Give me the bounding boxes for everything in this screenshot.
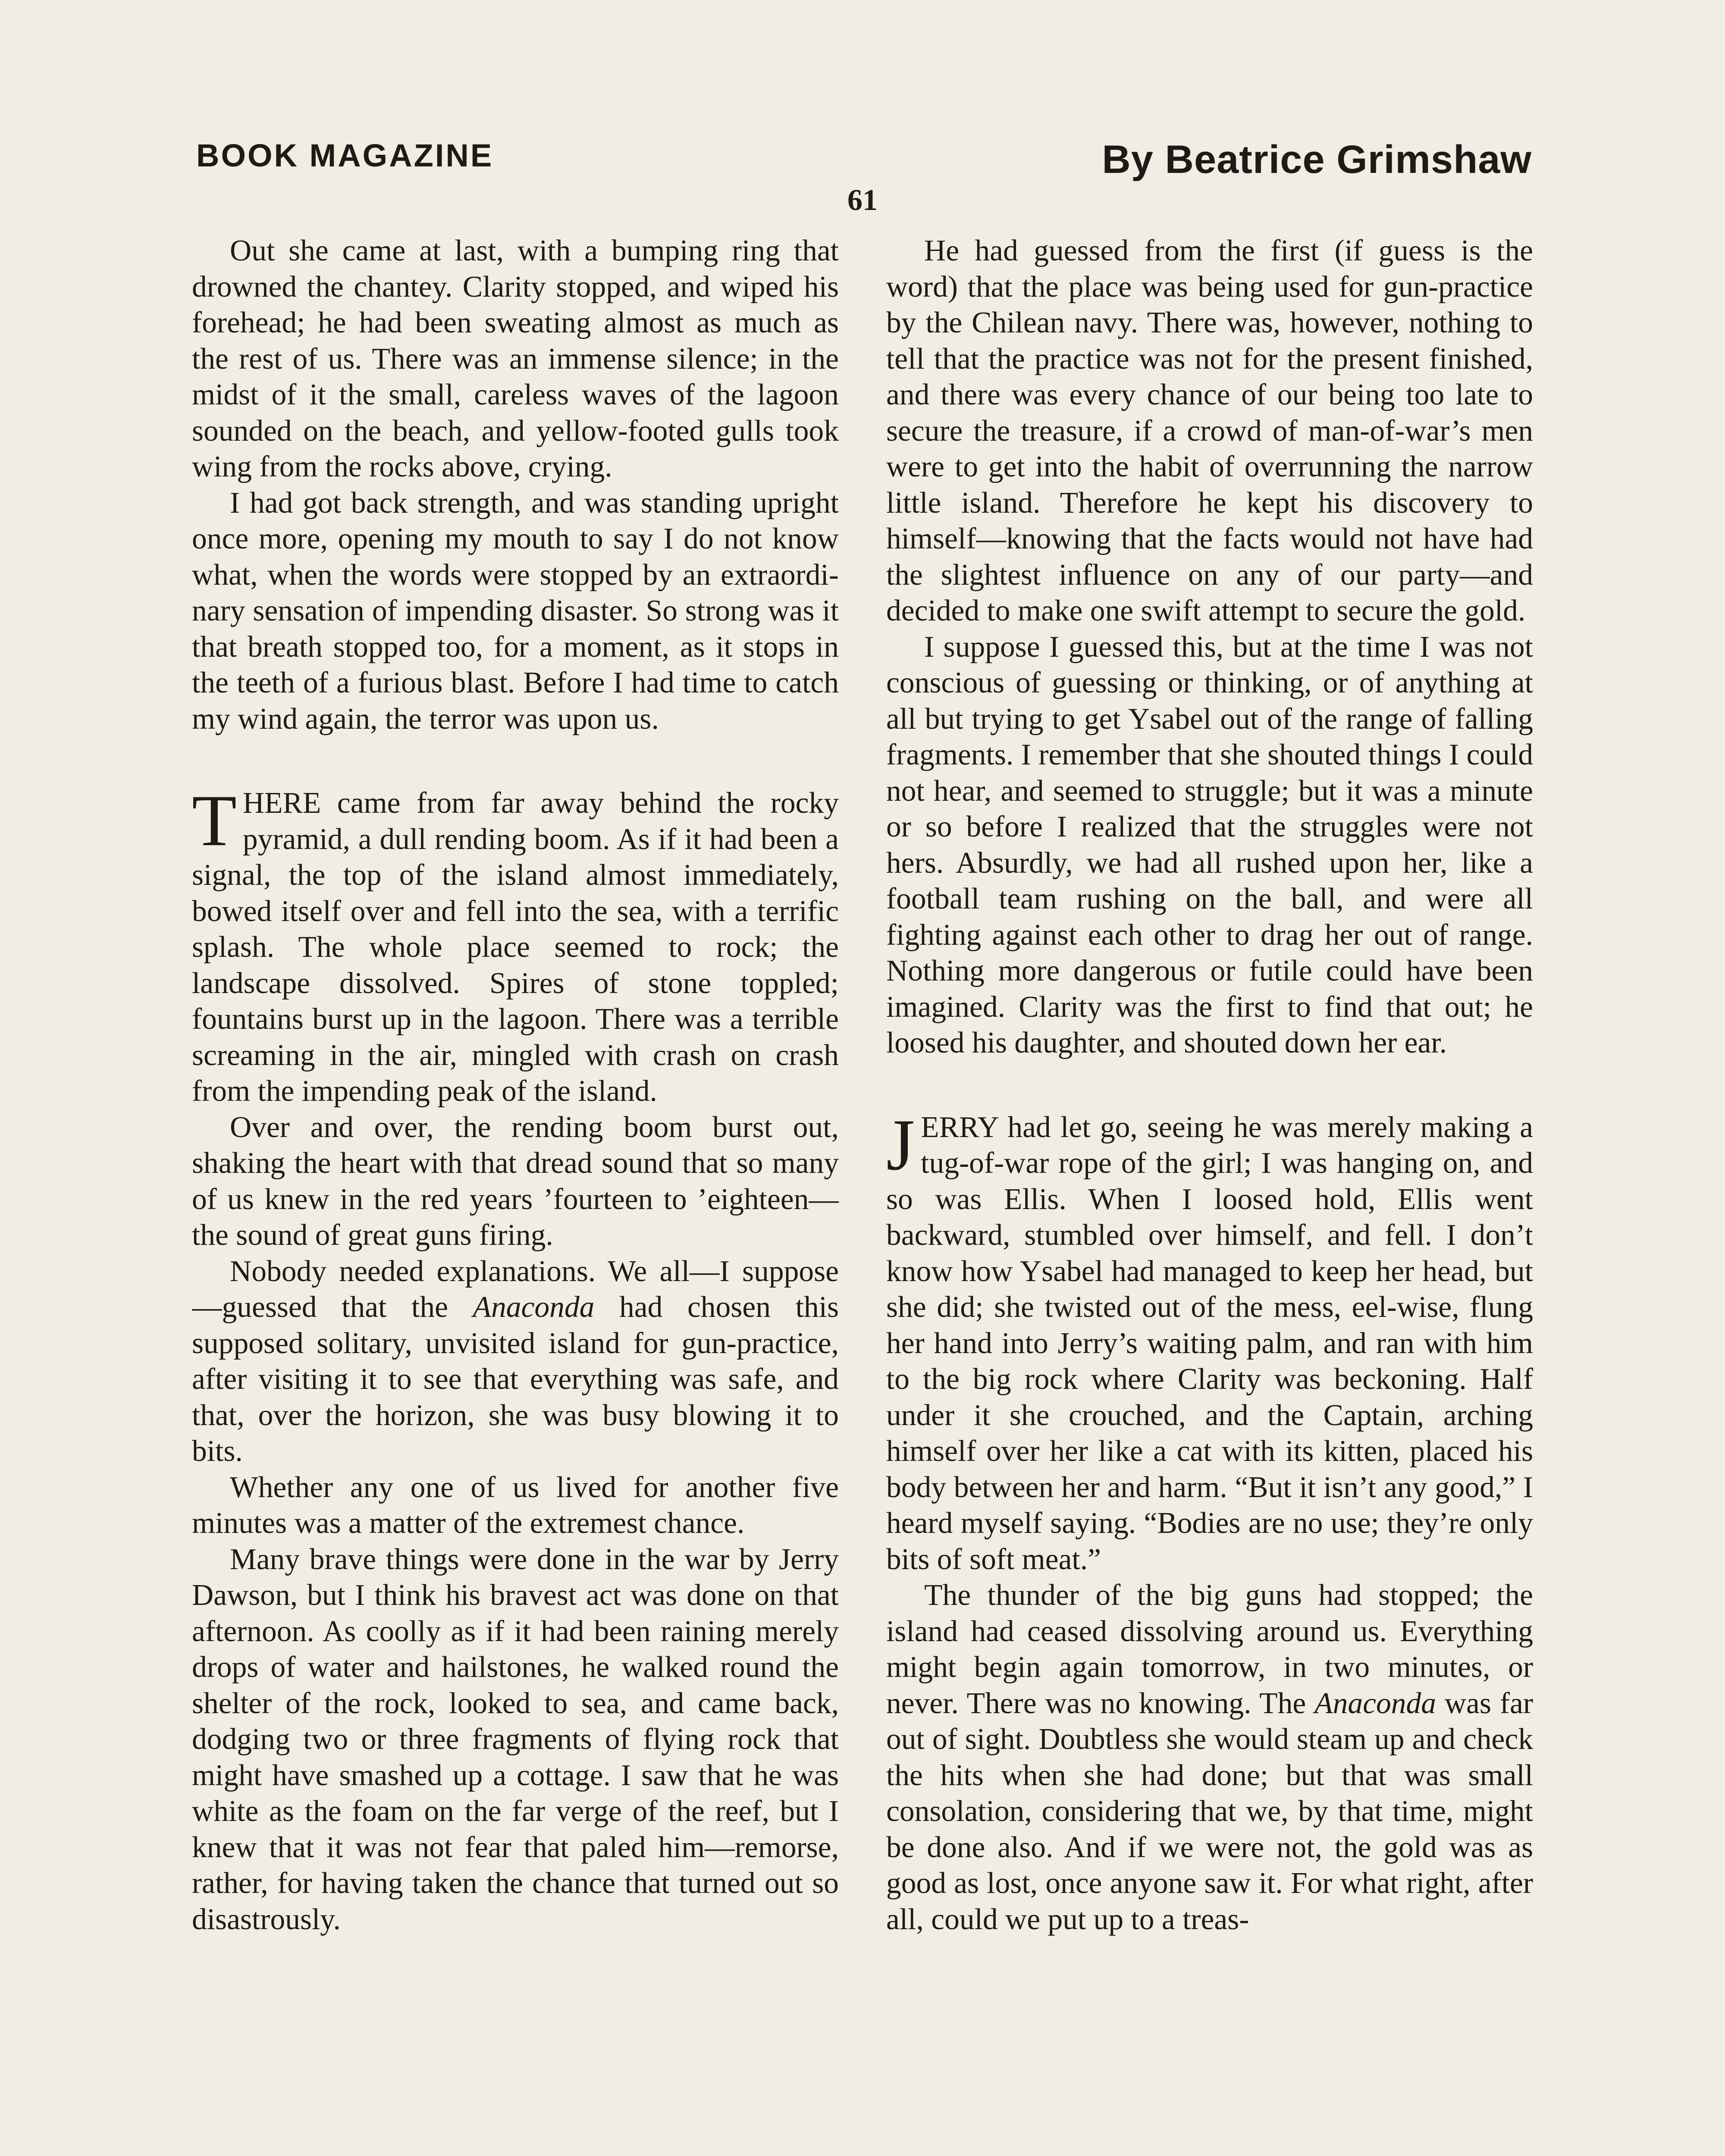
paragraph-text: was far out of sight. Doubtless she would steam up and check the hits when she had done; but that was small consolation, considering that we, by that time, might be done also. And if we were not, the gold was as good as lost, once anyone saw it. For what right, after all, could we put up to a treas- [886, 1686, 1533, 1936]
paragraph-text: had chosen this supposed solitary, unvisited island for gun-practice, after visiting it to see that everything was safe, and that, over the horizon, she was busy blowing it to bits. [192, 1291, 839, 1468]
section-paragraph [886, 1104, 1533, 1578]
paragraph: Over and over, the rending boom burst out, shaking the heart with that dread sound that so many of us knew in the red years ’fourteen to ’eighteen—the sound of great guns firing. [192, 1110, 839, 1252]
right-column [886, 233, 1533, 2156]
drop-cap: J [886, 1104, 915, 1185]
paragraph: Many brave things were done in the war by Jerry Dawson, but I think his bravest act was done on that afternoon. As coolly as if it had been raining merely drops of water and hailstones, he walked round the shelter of the rock, looked to sea, and came back, dodging two or three fragments of flying rock that might have smashed up a cottage. I saw that he was white as the foam on the far verge of the reef, but I knew that it was not fear that paled him—remorse, rather, for having taken the chance that turned out so disastrously. [192, 1542, 839, 1936]
small-caps-lead: HERE [242, 787, 321, 820]
page-number: 61 [847, 184, 878, 217]
magazine-title: BOOK MAGAZINE [196, 138, 494, 173]
paragraph: He had guessed from the first (if guess is the word) that the place was being used for gun-practice by the Chilean navy. There was, however, nothing to tell that the practice was not for the present finished, and there was every chance of our being too late to secure the treasure, if a crowd of man-of-war’s men were to get into the habit of overrunning the narrow little island. Therefore he kept his discovery to himself—knowing that the facts would not have had the slightest influence on any of our party—and decided to make one swift attempt to secure the gold. [886, 234, 1533, 627]
paragraph-text: came from far away behind the rocky pyramid, a dull rending boom. As if it had been a signal, the top of the island almost immediately, bowed itself over and fell into the sea, with a terrific splash. The whole place seemed to rock; the landscape dissolved. Spires of stone toppled; fountains burst up in the lagoon. There was a terrible screaming in the air, mingled with crash on crash from the impending peak of the island. [192, 787, 839, 1108]
author-byline: By Beatrice Grimshaw [1102, 138, 1532, 182]
paragraph-text: had let go, seeing he was merely making a tug-of-war rope of the girl; I was hanging on, and so was Ellis. When I loosed hold, Ellis went backward, stumbled over himself, and fell. I don’t know how Ysabel had managed to keep her head, but she did; she twisted out of the mess, eel-wise, flung her hand into Jerry’s waiting palm, and ran with him to the big rock where Clarity was beckoning. Half under it she crouched, and the Captain, arching himself over her like a cat with its kitten, placed his body between her and harm. “But it isn’t any good,” I heard myself saying. “Bodies are no use; they’re only bits of soft meat.” [886, 1110, 1533, 1576]
left-column [192, 233, 839, 2156]
paragraph: Whether any one of us lived for another five minutes was a matter of the extremest chance. [192, 1470, 839, 1540]
paragraph-text: Nobody needed explanations. We all—I suppose—guessed that the [192, 1254, 839, 1324]
ship-name: Anaconda [473, 1291, 595, 1324]
paragraph: I suppose I guessed this, but at the time I was not conscious of guessing or thinking, or of anything at all but trying to get Ysabel out of the range of falling fragments. I remember that she shouted things I could not hear, and seemed to struggle; but it was a minute or so before I realized that the struggles were not hers. Absurdly, we had all rushed upon her, like a football team rushing on the ball, and were all fighting against each other to drag her out of range. Nothing more dangerous or futile could have been imagined. Clarity was the first to find that out; he loosed his daughter, and shouted down her ear. [886, 630, 1533, 1059]
paragraph [192, 1253, 839, 1470]
ship-name: Anaconda [1314, 1686, 1436, 1720]
drop-cap: T [192, 780, 237, 861]
small-caps-lead: ERRY [921, 1110, 998, 1144]
section-paragraph [192, 780, 839, 1109]
paragraph: I had got back strength, and was standing upright once more, opening my mouth to say I do not know what, when the words were stopped by an extraordinary sensation of impending disaster. So strong was it that breath stopped too, for a moment, as it stops in the teeth of a furious blast. Before I had time to catch my wind again, the terror was upon us. [192, 486, 839, 736]
paragraph: Out she came at last, with a bumping ring that drowned the chantey. Clarity stopped, and wiped his forehead; he had been sweating almost as much as the rest of us. There was an immense silence; in the midst of it the small, careless waves of the lagoon sounded on the beach, and yellow-footed gulls took wing from the rocks above, crying. [192, 234, 839, 483]
paragraph-text: The thunder of the big guns had stopped; the island had ceased dissolving around us. Everything might begin again tomorrow, in two minutes, or never. There was no knowing. The [886, 1579, 1533, 1720]
paragraph [886, 1577, 1533, 1937]
